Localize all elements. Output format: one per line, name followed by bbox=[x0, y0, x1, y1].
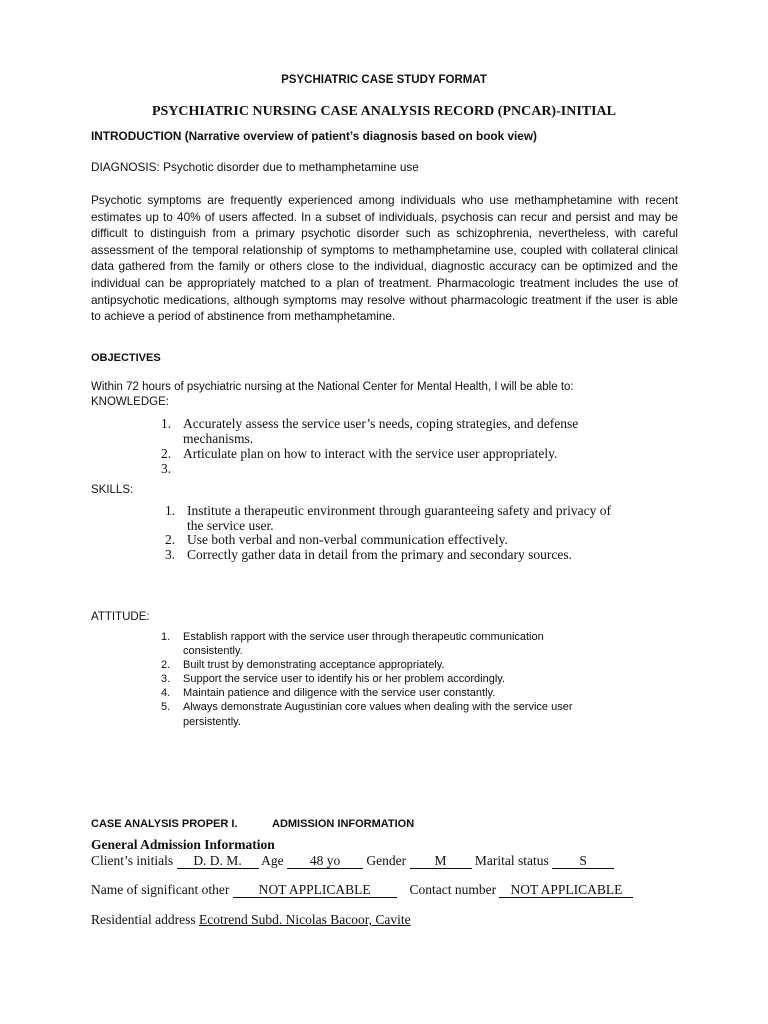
list-number: 2. bbox=[161, 446, 172, 461]
marital-label: Marital status bbox=[474, 853, 549, 868]
list-text: Accurately assess the service user’s needs, coping strategies, and defense bbox=[183, 416, 579, 431]
address-value: Ecotrend Subd. Nicolas Bacoor, Cavite bbox=[198, 912, 411, 927]
significant-other-row bbox=[91, 882, 633, 898]
age-label: Age bbox=[261, 853, 284, 868]
knowledge-item-1-cont: mechanisms. bbox=[183, 431, 254, 446]
case-analysis-label: CASE ANALYSIS PROPER I. bbox=[91, 818, 238, 830]
list-text: Institute a therapeutic environment through guaranteeing safety and privacy of bbox=[187, 503, 611, 518]
list-number: 1. bbox=[165, 503, 176, 518]
knowledge-item-3 bbox=[161, 461, 171, 477]
skills-item-2 bbox=[165, 532, 508, 548]
address-row bbox=[91, 912, 411, 928]
list-text: Always demonstrate Augustinian core values when dealing with the service user bbox=[183, 701, 573, 713]
knowledge-item-1 bbox=[161, 416, 579, 432]
list-number: 2. bbox=[165, 532, 176, 547]
attitude-item-1-cont: consistently. bbox=[183, 645, 243, 657]
list-text: Articulate plan on how to interact with the service user appropriately. bbox=[183, 446, 558, 461]
knowledge-label: KNOWLEDGE: bbox=[91, 396, 169, 408]
attitude-item-5 bbox=[161, 701, 573, 713]
contact-value: NOT APPLICABLE bbox=[499, 883, 633, 898]
list-number: 1. bbox=[161, 631, 171, 643]
sig-other-value: NOT APPLICABLE bbox=[233, 883, 397, 898]
list-number: 1. bbox=[161, 416, 172, 431]
client-info-row bbox=[91, 853, 614, 869]
gender-label: Gender bbox=[366, 853, 407, 868]
age-value: 48 yo bbox=[287, 854, 363, 869]
list-number: 2. bbox=[161, 659, 171, 671]
attitude-item-3 bbox=[161, 673, 506, 685]
initials-label: Client’s initials bbox=[91, 853, 174, 868]
list-number: 3. bbox=[161, 673, 171, 685]
skills-item-3 bbox=[165, 547, 572, 563]
list-number: 3. bbox=[161, 461, 172, 476]
attitude-item-2 bbox=[161, 659, 445, 671]
attitude-item-5-cont: persistently. bbox=[183, 716, 241, 728]
attitude-item-1 bbox=[161, 631, 544, 643]
list-number: 5. bbox=[161, 701, 171, 713]
list-text: Maintain patience and diligence with the service user constantly. bbox=[183, 687, 496, 699]
list-number: 3. bbox=[165, 547, 176, 562]
introduction-heading: INTRODUCTION (Narrative overview of patient’s diagnosis based on book view) bbox=[91, 129, 537, 143]
objectives-heading: OBJECTIVES bbox=[91, 352, 161, 364]
list-number: 4. bbox=[161, 687, 171, 699]
diagnosis-line: DIAGNOSIS: Psychotic disorder due to methamphetamine use bbox=[91, 160, 419, 174]
list-text: Use both verbal and non-verbal communication effectively. bbox=[187, 532, 508, 547]
skills-label: SKILLS: bbox=[91, 484, 134, 496]
gender-value: M bbox=[410, 854, 472, 869]
format-title: PSYCHIATRIC CASE STUDY FORMAT bbox=[281, 74, 487, 86]
address-label: Residential address bbox=[91, 912, 196, 927]
admission-info-heading: ADMISSION INFORMATION bbox=[272, 818, 415, 830]
list-text: Establish rapport with the service user through therapeutic communication bbox=[183, 631, 544, 643]
skills-item-1 bbox=[165, 503, 611, 519]
list-text: Built trust by demonstrating acceptance appropriately. bbox=[183, 659, 445, 671]
attitude-item-4 bbox=[161, 687, 496, 699]
general-admission-heading: General Admission Information bbox=[91, 837, 275, 852]
skills-item-1-cont: the service user. bbox=[187, 518, 274, 533]
introduction-paragraph: Psychotic symptoms are frequently experienced among individuals who use methamphetamine with recent estimates up to 40% of users affected. In a subset of individuals, psychosis can recur and persist and may be difficult to distinguish from a primary psychotic disorder such as schizophrenia, nevertheless, with careful assessment of the temporal relationship of symptoms to methamphetamine use, coupled with collateral clinical data gathered from the family or others close to the individual, diagnostic accuracy can be optimized and the individual can be appropriately matched to a plan of treatment. Pharmacologic treatment includes the use of antipsychotic medications, although symptoms may resolve without pharmacologic treatment if the user is able to achieve a period of abstinence from methamphetamine. bbox=[91, 193, 678, 324]
record-title: PSYCHIATRIC NURSING CASE ANALYSIS RECORD (PNCAR)-INITIAL bbox=[151, 104, 617, 119]
objectives-intro: Within 72 hours of psychiatric nursing at the National Center for Mental Health, I will be able to: bbox=[91, 381, 574, 393]
marital-value: S bbox=[552, 854, 614, 869]
contact-label: Contact number bbox=[409, 882, 497, 897]
list-text: Support the service user to identify his or her problem accordingly. bbox=[183, 673, 506, 685]
attitude-label: ATTITUDE: bbox=[91, 611, 150, 623]
initials-value: D. D. M. bbox=[177, 854, 259, 869]
sig-other-label: Name of significant other bbox=[91, 882, 230, 897]
list-text: Correctly gather data in detail from the primary and secondary sources. bbox=[187, 547, 572, 562]
knowledge-item-2 bbox=[161, 446, 558, 462]
